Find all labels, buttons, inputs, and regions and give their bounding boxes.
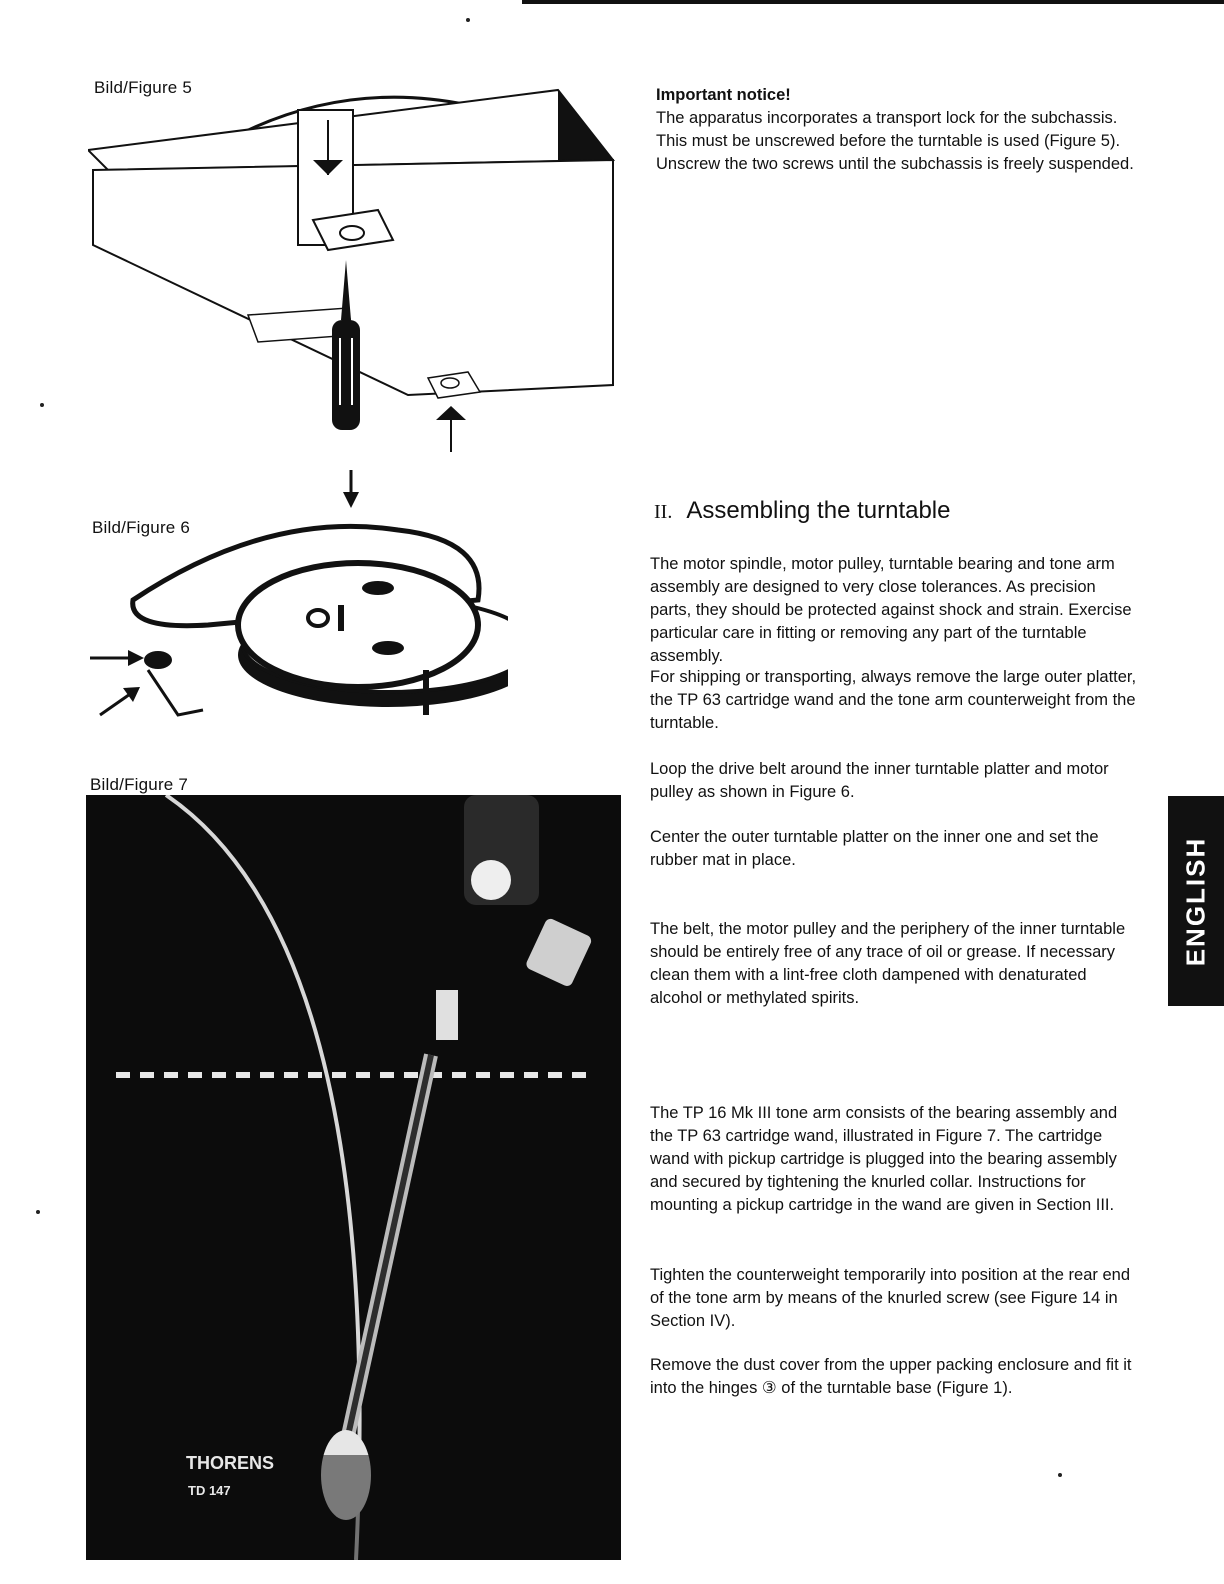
paragraph-2: For shipping or transporting, always remove the large outer platter, the TP 63 cartridge wand and the tone arm counterweight from the turntable. <box>650 668 1137 732</box>
language-tab-label: ENGLISH <box>1180 836 1211 966</box>
photo-brand: THORENS <box>186 1453 275 1473</box>
figure-5-illustration <box>88 80 628 480</box>
scan-mark <box>1058 1473 1062 1477</box>
top-rule <box>522 0 1224 4</box>
paragraph-3: Loop the drive belt around the inner turntable platter and motor pulley as shown in Figure 6. <box>650 760 1109 801</box>
scan-mark <box>466 18 470 22</box>
section-heading <box>654 497 950 525</box>
notice-instruction: Unscrew the two screws until the subchassis is freely suspended. <box>656 155 1134 173</box>
figure-7-photo <box>86 795 621 1560</box>
figure-6-illustration <box>88 470 508 750</box>
section-number: II. <box>654 501 673 523</box>
figure-5-label: Bild/Figure 5 <box>94 78 193 97</box>
turntable-photo-art <box>86 795 621 1560</box>
scan-mark <box>40 403 44 407</box>
language-tab <box>1168 796 1224 1006</box>
section-title: Assembling the turntable <box>686 497 951 524</box>
photo-model: TD 147 <box>188 1483 231 1498</box>
figure-7-label: Bild/Figure 7 <box>90 775 189 794</box>
paragraph-8: Remove the dust cover from the upper packing enclosure and fit it into the hinges ③ of the turntable base (Figure 1). <box>650 1356 1132 1397</box>
important-notice <box>656 84 1136 176</box>
paragraph-6: The TP 16 Mk III tone arm consists of the bearing assembly and the TP 63 cartridge wand, illustrated in Figure 7. The cartridge wand with pickup cartridge is plugged into the bearing assembly and secured by tightening the knurled collar. Instructions for mounting a pickup cartridge in the wand are given in Section III. <box>650 1104 1118 1214</box>
paragraph-7: Tighten the counterweight temporarily into position at the rear end of the tone arm by means of the knurled screw (see Figure 14 in Section IV). <box>650 1266 1130 1330</box>
paragraph-1: The motor spindle, motor pulley, turntable bearing and tone arm assembly are designed to very close tolerances. As precision parts, they should be protected against shock and strain. Exercise particular care in fitting or removing any part of the turntable assembly. <box>650 555 1132 665</box>
paragraph-5: The belt, the motor pulley and the periphery of the inner turntable should be entirely free of any trace of oil or grease. If necessary clean them with a lint-free cloth dampened with denaturated alcohol or methylated spirits. <box>650 920 1126 1007</box>
scan-mark <box>36 1210 40 1214</box>
notice-title: Important notice! <box>656 86 791 104</box>
figure-6-label: Bild/Figure 6 <box>92 518 191 537</box>
notice-body: The apparatus incorporates a transport lock for the subchassis. This must be unscrewed before the turntable is used (Figure 5). <box>656 109 1121 150</box>
paragraph-4: Center the outer turntable platter on the inner one and set the rubber mat in place. <box>650 828 1099 869</box>
